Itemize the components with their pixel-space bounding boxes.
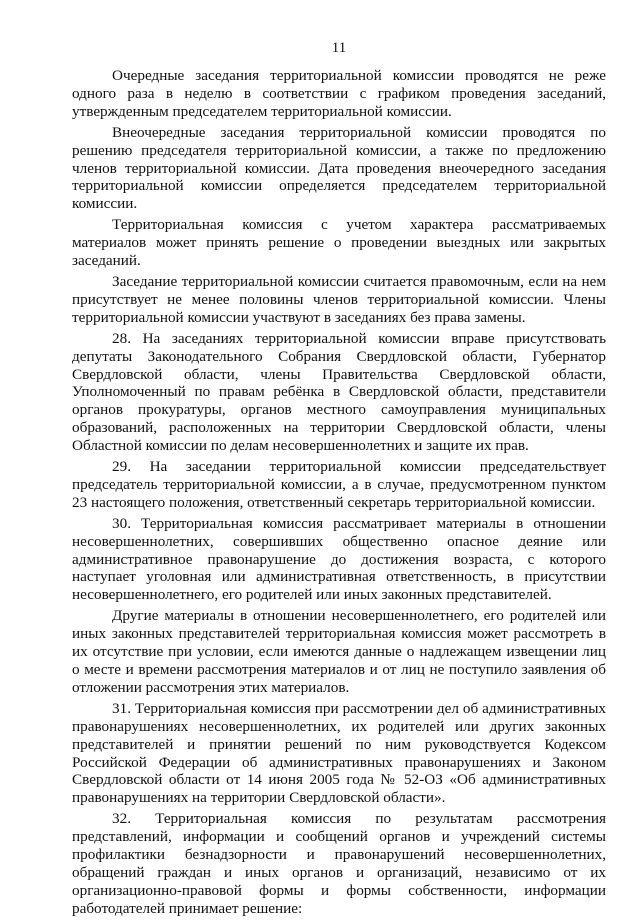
paragraph-item-31: 31. Территориальная комиссия при рассмотрении дел об административных правонарушениях несовершеннолетних, их родителей или других законных представителей и принятии решений по ним руководствуется Кодексом Российской Федерации об административных правонарушениях и Законом Свердловской области от 14 июня 2005 года № 52-ОЗ «Об административных правонарушениях на территории Свердловской области». <box>72 699 606 807</box>
document-page <box>72 40 606 921</box>
paragraph-item-32: 32. Территориальная комиссия по результатам рассмотрения представлений, информации и сообщений органов и учреждений системы профилактики безнадзорности и правонарушений несовершеннолетних, обращений граждан и иных органов и организаций, независимо от их организационно-правовой формы и формы собственности, информации работодателей принимает решение: <box>72 810 606 917</box>
paragraph-offsite-closed-meetings: Территориальная комиссия с учетом характера рассматриваемых материалов может принять решение о проведении выездных или закрытых заседаний. <box>72 216 606 270</box>
page-number: 11 <box>331 40 347 56</box>
paragraph-item-30: 30. Территориальная комиссия рассматривает материалы в отношении несовершеннолетних, совершивших общественно опасное деяние или административное правонарушение до достижения возраста, с которого наступает уголовная или административная ответственность, в присутствии несовершеннолетнего, его родителей или иных законных представителей. <box>72 514 606 604</box>
paragraph-regular-meetings: Очередные заседания территориальной комиссии проводятся не реже одного раза в неделю в соответствии с графиком проведения заседаний, утвержденным председателем территориальной комиссии. <box>72 67 606 120</box>
paragraph-quorum: Заседание территориальной комиссии считается правомочным, если на нем присутствует не менее половины членов территориальной комиссии. Члены территориальной комиссии участвуют в заседаниях без права замены. <box>72 272 606 326</box>
paragraph-other-materials: Другие материалы в отношении несовершеннолетнего, его родителей или иных законных представителей территориальная комиссия может рассмотреть в их отсутствие при условии, если имеются данные о надлежащем извещении лиц о месте и времени рассмотрения материалов и от лиц не поступило заявления об отложении рассмотрения этих материалов. <box>72 607 606 696</box>
paragraph-extraordinary-meetings: Внеочередные заседания территориальной комиссии проводятся по решению председателя территориальной комиссии, а также по предложению членов территориальной комиссии. Дата проведения внеочередного заседания территориальной комиссии определяется председателем территориальной комиссии. <box>72 123 606 213</box>
paragraph-item-29: 29. На заседании территориальной комиссии председательствует председатель территориальной комиссии, а в случае, предусмотренном пунктом 23 настоящего положения, ответственный секретарь территориальной комиссии. <box>72 458 606 511</box>
paragraph-item-28: 28. На заседаниях территориальной комиссии вправе присутствовать депутаты Законодательного Собрания Свердловской области, Губернатор Свердловской области, члены Правительства Свердловской области, Уполномоченный по правам ребёнка в Свердловской области, представители органов прокуратуры, органов местного самоуправления муниципальных образований, расположенных на территории Свердловской области, члены Областной комиссии по делам несовершеннолетних и защите их прав. <box>72 329 606 455</box>
